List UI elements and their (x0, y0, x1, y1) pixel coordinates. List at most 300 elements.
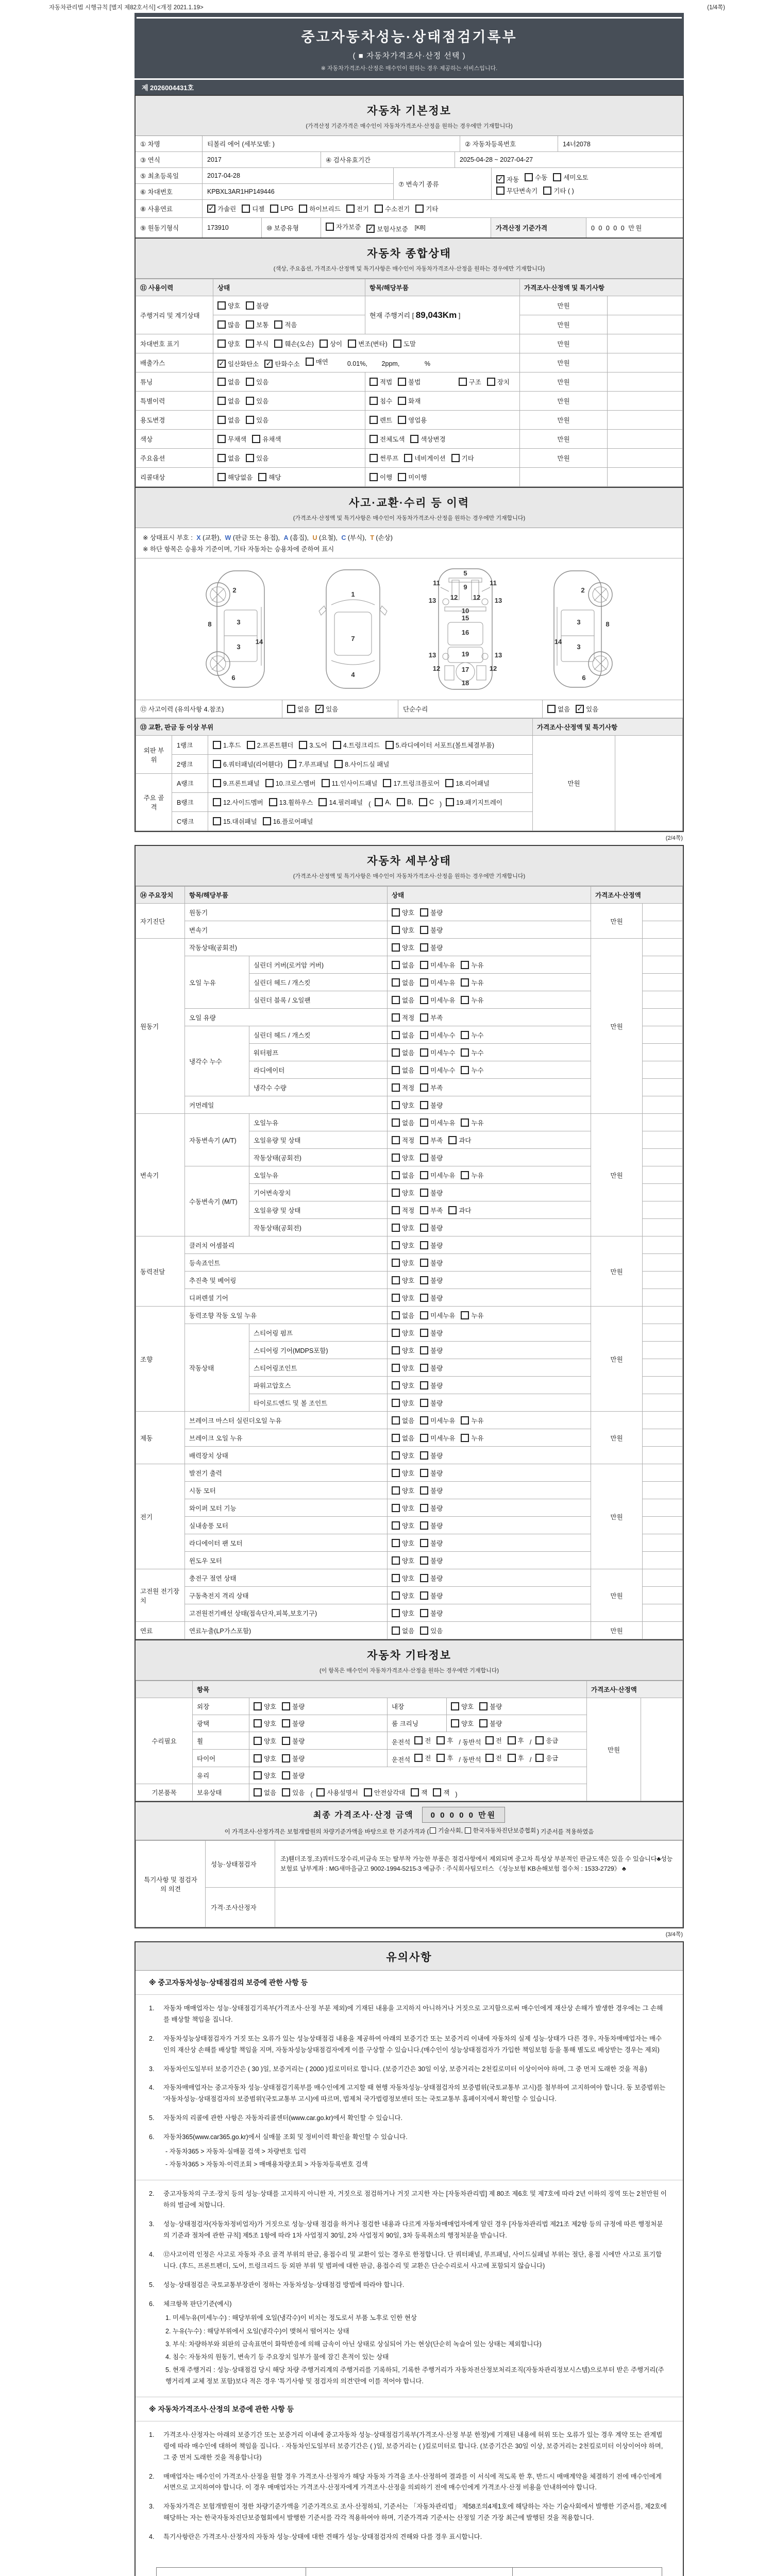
unchecked-checkbox-icon[interactable] (252, 435, 260, 443)
unchecked-checkbox-icon[interactable] (392, 1469, 400, 1477)
checkbox-양호[interactable] (392, 1486, 414, 1495)
checkbox-불량[interactable] (420, 1276, 443, 1285)
unchecked-checkbox-icon[interactable] (461, 1066, 469, 1074)
unchecked-checkbox-icon[interactable] (410, 435, 418, 443)
unchecked-checkbox-icon[interactable] (420, 1083, 428, 1092)
checkbox-미세누유[interactable] (420, 1433, 455, 1443)
checkbox-양호[interactable] (392, 1556, 414, 1565)
checkbox-있음[interactable] (246, 415, 268, 425)
unchecked-checkbox-icon[interactable] (333, 741, 341, 749)
unchecked-checkbox-icon[interactable] (420, 978, 428, 987)
checkbox-없음[interactable] (547, 704, 570, 714)
checkbox-유채색[interactable] (252, 434, 281, 444)
checkbox-미세누유[interactable] (420, 960, 455, 970)
checkbox-양호[interactable] (392, 1276, 414, 1285)
unchecked-checkbox-icon[interactable] (398, 397, 406, 405)
checkbox-상이[interactable] (320, 339, 342, 348)
unchecked-checkbox-icon[interactable] (393, 340, 401, 348)
unchecked-checkbox-icon[interactable] (282, 1754, 290, 1762)
checkbox-세미오토[interactable] (553, 173, 588, 182)
unchecked-checkbox-icon[interactable] (397, 798, 405, 806)
checkbox-적음[interactable] (274, 320, 297, 329)
checkbox-9.프론트패널[interactable] (213, 778, 260, 788)
unchecked-checkbox-icon[interactable] (392, 978, 400, 987)
unchecked-checkbox-icon[interactable] (392, 1118, 400, 1127)
unchecked-checkbox-icon[interactable] (254, 1754, 262, 1762)
unchecked-checkbox-icon[interactable] (392, 1346, 400, 1354)
checkbox-불량[interactable] (479, 1702, 502, 1711)
checkbox-색상변경[interactable] (410, 434, 445, 444)
unchecked-checkbox-icon[interactable] (369, 397, 378, 405)
unchecked-checkbox-icon[interactable] (392, 1154, 400, 1162)
unchecked-checkbox-icon[interactable] (420, 1241, 428, 1249)
checkbox-훼손(오손)[interactable] (274, 339, 314, 348)
checkbox-불량[interactable] (420, 1153, 443, 1162)
checkbox-구조[interactable] (459, 377, 481, 386)
unchecked-checkbox-icon[interactable] (479, 1702, 488, 1710)
unchecked-checkbox-icon[interactable] (461, 978, 469, 987)
checkbox-전[interactable] (414, 1736, 431, 1745)
checkbox-15.대쉬패널[interactable] (213, 817, 257, 826)
unchecked-checkbox-icon[interactable] (288, 760, 296, 768)
unchecked-checkbox-icon[interactable] (326, 223, 334, 231)
checkbox-화재[interactable] (398, 396, 421, 405)
unchecked-checkbox-icon[interactable] (398, 378, 406, 386)
checked-checkbox-icon[interactable] (207, 205, 215, 213)
unchecked-checkbox-icon[interactable] (392, 1083, 400, 1092)
checkbox-7.루프패널[interactable] (288, 759, 329, 769)
checkbox-3.도어[interactable] (299, 740, 327, 750)
unchecked-checkbox-icon[interactable] (420, 1609, 428, 1617)
unchecked-checkbox-icon[interactable] (246, 378, 254, 386)
checked-checkbox-icon[interactable] (576, 705, 584, 713)
checkbox-양호[interactable] (392, 1328, 414, 1337)
unchecked-checkbox-icon[interactable] (420, 1311, 428, 1319)
checkbox-6.쿼터패널(리어휀다)[interactable] (213, 759, 282, 769)
unchecked-checkbox-icon[interactable] (254, 1737, 262, 1745)
checkbox-없음[interactable] (392, 1171, 414, 1180)
unchecked-checkbox-icon[interactable] (385, 741, 394, 749)
checkbox-없음[interactable] (392, 995, 414, 1005)
unchecked-checkbox-icon[interactable] (247, 741, 255, 749)
unchecked-checkbox-icon[interactable] (420, 961, 428, 969)
checkbox-불량[interactable] (420, 1451, 443, 1460)
unchecked-checkbox-icon[interactable] (213, 798, 221, 806)
checkbox-미세누유[interactable] (420, 1311, 455, 1320)
unchecked-checkbox-icon[interactable] (320, 340, 328, 348)
checkbox-불량[interactable] (282, 1754, 305, 1763)
unchecked-checkbox-icon[interactable] (451, 454, 460, 462)
checkbox-썬루프[interactable] (369, 453, 398, 463)
unchecked-checkbox-icon[interactable] (461, 1416, 469, 1425)
unchecked-checkbox-icon[interactable] (392, 1241, 400, 1249)
checkbox-누수[interactable] (461, 1030, 483, 1040)
unchecked-checkbox-icon[interactable] (392, 1189, 400, 1197)
checkbox-불량[interactable] (420, 1591, 443, 1600)
checkbox-있음[interactable] (246, 453, 268, 463)
unchecked-checkbox-icon[interactable] (274, 340, 282, 348)
unchecked-checkbox-icon[interactable] (375, 798, 383, 806)
unchecked-checkbox-icon[interactable] (282, 1737, 290, 1745)
checkbox-있음[interactable] (282, 1788, 305, 1797)
checkbox-불량[interactable] (282, 1736, 305, 1745)
unchecked-checkbox-icon[interactable] (392, 926, 400, 934)
unchecked-checkbox-icon[interactable] (459, 378, 467, 386)
checkbox-누유[interactable] (461, 1171, 483, 1180)
checkbox-불량[interactable] (420, 925, 443, 935)
checkbox-4.트렁크리드[interactable] (333, 740, 380, 750)
checkbox-불량[interactable] (420, 1293, 443, 1302)
unchecked-checkbox-icon[interactable] (461, 1118, 469, 1127)
unchecked-checkbox-icon[interactable] (392, 908, 400, 917)
checkbox-불량[interactable] (420, 1521, 443, 1530)
unchecked-checkbox-icon[interactable] (246, 301, 254, 310)
unchecked-checkbox-icon[interactable] (420, 1189, 428, 1197)
checkbox-없음[interactable] (217, 377, 240, 386)
checkbox-전[interactable] (485, 1736, 502, 1745)
checkbox-누유[interactable] (461, 960, 483, 970)
unchecked-checkbox-icon[interactable] (254, 1771, 262, 1780)
unchecked-checkbox-icon[interactable] (282, 1702, 290, 1710)
unchecked-checkbox-icon[interactable] (420, 1626, 428, 1635)
unchecked-checkbox-icon[interactable] (392, 1294, 400, 1302)
checkbox-14.필러패널[interactable] (318, 798, 363, 807)
unchecked-checkbox-icon[interactable] (392, 1048, 400, 1057)
checkbox-자가보증[interactable] (326, 222, 361, 231)
checkbox-응급[interactable] (535, 1736, 558, 1745)
checkbox-누유[interactable] (461, 995, 483, 1005)
unchecked-checkbox-icon[interactable] (398, 473, 406, 481)
checkbox-전기[interactable] (346, 204, 369, 213)
unchecked-checkbox-icon[interactable] (508, 1736, 516, 1744)
unchecked-checkbox-icon[interactable] (461, 1171, 469, 1179)
checkbox-불량[interactable] (420, 1346, 443, 1355)
unchecked-checkbox-icon[interactable] (420, 1434, 428, 1442)
unchecked-checkbox-icon[interactable] (246, 416, 254, 424)
unchecked-checkbox-icon[interactable] (375, 205, 383, 213)
unchecked-checkbox-icon[interactable] (420, 1031, 428, 1039)
checkbox-양호[interactable] (254, 1754, 276, 1763)
unchecked-checkbox-icon[interactable] (420, 1556, 428, 1565)
unchecked-checkbox-icon[interactable] (448, 1136, 457, 1144)
checkbox-누유[interactable] (461, 1311, 483, 1320)
checkbox-한국자동차진단보증협회[interactable] (465, 1826, 536, 1835)
unchecked-checkbox-icon[interactable] (392, 1399, 400, 1407)
unchecked-checkbox-icon[interactable] (258, 473, 266, 481)
unchecked-checkbox-icon[interactable] (461, 1031, 469, 1039)
unchecked-checkbox-icon[interactable] (392, 1329, 400, 1337)
unchecked-checkbox-icon[interactable] (420, 1206, 428, 1214)
unchecked-checkbox-icon[interactable] (392, 1626, 400, 1635)
checkbox-후[interactable] (436, 1736, 453, 1745)
unchecked-checkbox-icon[interactable] (430, 1827, 436, 1834)
checkbox-누유[interactable] (461, 1433, 483, 1443)
checkbox-양호[interactable] (254, 1702, 276, 1711)
unchecked-checkbox-icon[interactable] (414, 1736, 423, 1744)
unchecked-checkbox-icon[interactable] (414, 1754, 423, 1762)
checkbox-B,[interactable] (397, 798, 413, 806)
checkbox-양호[interactable] (392, 1398, 414, 1408)
checkbox-18.리어패널[interactable] (445, 778, 490, 788)
checkbox-13.휠하우스[interactable] (269, 798, 313, 807)
checkbox-불량[interactable] (282, 1702, 305, 1711)
unchecked-checkbox-icon[interactable] (392, 1434, 400, 1442)
checkbox-2.프론트휀더[interactable] (247, 740, 294, 750)
checkbox-부족[interactable] (420, 1083, 443, 1092)
checkbox-양호[interactable] (392, 1223, 414, 1232)
unchecked-checkbox-icon[interactable] (420, 1469, 428, 1477)
unchecked-checkbox-icon[interactable] (420, 1521, 428, 1530)
unchecked-checkbox-icon[interactable] (369, 454, 378, 462)
unchecked-checkbox-icon[interactable] (282, 1788, 290, 1797)
unchecked-checkbox-icon[interactable] (419, 798, 427, 806)
unchecked-checkbox-icon[interactable] (465, 1827, 471, 1834)
checkbox-양호[interactable] (392, 1258, 414, 1267)
unchecked-checkbox-icon[interactable] (420, 1171, 428, 1179)
checkbox-있음[interactable] (576, 704, 598, 714)
unchecked-checkbox-icon[interactable] (392, 1381, 400, 1389)
unchecked-checkbox-icon[interactable] (299, 741, 307, 749)
unchecked-checkbox-icon[interactable] (318, 798, 327, 806)
unchecked-checkbox-icon[interactable] (265, 779, 274, 787)
checkbox-미세누수[interactable] (420, 1065, 455, 1075)
unchecked-checkbox-icon[interactable] (420, 943, 428, 952)
checkbox-디젤[interactable] (242, 204, 264, 213)
unchecked-checkbox-icon[interactable] (420, 1259, 428, 1267)
checkbox-11.인사이드패널[interactable] (322, 778, 378, 788)
checkbox-불법[interactable] (398, 377, 421, 386)
checkbox-해당[interactable] (258, 472, 281, 482)
unchecked-checkbox-icon[interactable] (369, 378, 378, 386)
unchecked-checkbox-icon[interactable] (420, 1101, 428, 1109)
unchecked-checkbox-icon[interactable] (246, 340, 254, 348)
checkbox-잭[interactable] (433, 1788, 449, 1797)
checkbox-양호[interactable] (451, 1719, 474, 1728)
unchecked-checkbox-icon[interactable] (282, 1719, 290, 1727)
unchecked-checkbox-icon[interactable] (436, 1736, 445, 1744)
unchecked-checkbox-icon[interactable] (525, 173, 533, 181)
unchecked-checkbox-icon[interactable] (543, 187, 551, 195)
checkbox-영업용[interactable] (398, 415, 427, 425)
checkbox-하이브리드[interactable] (299, 204, 340, 213)
checked-checkbox-icon[interactable] (366, 225, 375, 233)
checkbox-불량[interactable] (420, 908, 443, 917)
checkbox-전[interactable] (414, 1753, 431, 1762)
checkbox-전[interactable] (485, 1753, 502, 1762)
unchecked-checkbox-icon[interactable] (213, 779, 221, 787)
unchecked-checkbox-icon[interactable] (254, 1702, 262, 1710)
unchecked-checkbox-icon[interactable] (420, 1118, 428, 1127)
checkbox-미세누유[interactable] (420, 1416, 455, 1425)
checkbox-양호[interactable] (392, 1573, 414, 1583)
unchecked-checkbox-icon[interactable] (392, 996, 400, 1004)
unchecked-checkbox-icon[interactable] (461, 996, 469, 1004)
checkbox-기술사회,[interactable] (430, 1826, 463, 1835)
unchecked-checkbox-icon[interactable] (420, 1416, 428, 1425)
unchecked-checkbox-icon[interactable] (306, 358, 314, 366)
unchecked-checkbox-icon[interactable] (485, 1754, 494, 1762)
checkbox-미세누유[interactable] (420, 995, 455, 1005)
checkbox-적법[interactable] (369, 377, 392, 386)
unchecked-checkbox-icon[interactable] (213, 760, 221, 768)
checkbox-없음[interactable] (217, 453, 240, 463)
checkbox-양호[interactable] (392, 1363, 414, 1372)
unchecked-checkbox-icon[interactable] (420, 1013, 428, 1022)
checkbox-누유[interactable] (461, 1416, 483, 1425)
checkbox-가솔린[interactable] (207, 204, 236, 213)
checkbox-양호[interactable] (392, 1521, 414, 1530)
checkbox-네비게이션[interactable] (404, 453, 445, 463)
unchecked-checkbox-icon[interactable] (451, 1719, 459, 1727)
checkbox-응급[interactable] (535, 1753, 558, 1762)
unchecked-checkbox-icon[interactable] (364, 1788, 372, 1797)
checkbox-LPG[interactable] (270, 205, 293, 213)
unchecked-checkbox-icon[interactable] (420, 1329, 428, 1337)
checkbox-무단변속기[interactable] (496, 186, 537, 195)
unchecked-checkbox-icon[interactable] (392, 1591, 400, 1600)
unchecked-checkbox-icon[interactable] (369, 435, 378, 443)
unchecked-checkbox-icon[interactable] (420, 908, 428, 917)
unchecked-checkbox-icon[interactable] (451, 1702, 459, 1710)
checkbox-부족[interactable] (420, 1013, 443, 1022)
checkbox-없음[interactable] (392, 1311, 414, 1320)
unchecked-checkbox-icon[interactable] (420, 1154, 428, 1162)
checkbox-양호[interactable] (392, 1591, 414, 1600)
checkbox-불량[interactable] (420, 1503, 443, 1513)
unchecked-checkbox-icon[interactable] (334, 760, 343, 768)
checkbox-불량[interactable] (420, 1363, 443, 1372)
checkbox-양호[interactable] (392, 1451, 414, 1460)
checkbox-양호[interactable] (392, 1503, 414, 1513)
checkbox-후[interactable] (436, 1753, 453, 1762)
checkbox-1.후드[interactable] (213, 740, 241, 750)
unchecked-checkbox-icon[interactable] (392, 1136, 400, 1144)
checkbox-양호[interactable] (392, 1468, 414, 1478)
checkbox-있음[interactable] (246, 396, 268, 405)
checkbox-양호[interactable] (392, 943, 414, 952)
unchecked-checkbox-icon[interactable] (420, 1591, 428, 1600)
unchecked-checkbox-icon[interactable] (392, 1259, 400, 1267)
unchecked-checkbox-icon[interactable] (392, 1031, 400, 1039)
unchecked-checkbox-icon[interactable] (420, 1294, 428, 1302)
unchecked-checkbox-icon[interactable] (433, 1788, 441, 1797)
unchecked-checkbox-icon[interactable] (461, 1048, 469, 1057)
checkbox-기타[interactable] (415, 204, 438, 213)
checkbox-있음[interactable] (315, 704, 338, 714)
checkbox-미세누유[interactable] (420, 1171, 455, 1180)
checkbox-불량[interactable] (420, 1486, 443, 1495)
unchecked-checkbox-icon[interactable] (316, 1788, 325, 1797)
checkbox-없음[interactable] (392, 1118, 414, 1127)
unchecked-checkbox-icon[interactable] (213, 817, 221, 825)
unchecked-checkbox-icon[interactable] (420, 1276, 428, 1284)
checkbox-C[interactable] (419, 798, 434, 806)
checkbox-렌트[interactable] (369, 415, 392, 425)
checkbox-과다[interactable] (448, 1136, 471, 1145)
unchecked-checkbox-icon[interactable] (383, 779, 391, 787)
checkbox-침수[interactable] (369, 396, 392, 405)
unchecked-checkbox-icon[interactable] (392, 1574, 400, 1582)
unchecked-checkbox-icon[interactable] (392, 1066, 400, 1074)
unchecked-checkbox-icon[interactable] (461, 1434, 469, 1442)
checkbox-사용설명서[interactable] (316, 1788, 358, 1797)
checkbox-자동[interactable] (496, 175, 519, 184)
checkbox-적정[interactable] (392, 1083, 414, 1092)
checkbox-변조(변타)[interactable] (348, 339, 388, 348)
checkbox-보통[interactable] (246, 320, 268, 329)
checkbox-양호[interactable] (392, 1608, 414, 1618)
unchecked-checkbox-icon[interactable] (392, 1539, 400, 1547)
unchecked-checkbox-icon[interactable] (420, 1224, 428, 1232)
unchecked-checkbox-icon[interactable] (420, 1399, 428, 1407)
unchecked-checkbox-icon[interactable] (287, 705, 295, 713)
checkbox-없음[interactable] (392, 1048, 414, 1057)
checkbox-불량[interactable] (420, 1328, 443, 1337)
unchecked-checkbox-icon[interactable] (436, 1754, 445, 1762)
unchecked-checkbox-icon[interactable] (420, 1539, 428, 1547)
unchecked-checkbox-icon[interactable] (446, 798, 454, 806)
checkbox-불량[interactable] (479, 1719, 502, 1728)
checkbox-불량[interactable] (420, 1381, 443, 1390)
unchecked-checkbox-icon[interactable] (217, 340, 226, 348)
checked-checkbox-icon[interactable] (496, 175, 505, 183)
checkbox-보험사보증[interactable] (366, 224, 408, 233)
unchecked-checkbox-icon[interactable] (217, 301, 226, 310)
checkbox-양호[interactable] (217, 339, 240, 348)
checkbox-누유[interactable] (461, 978, 483, 987)
unchecked-checkbox-icon[interactable] (392, 1364, 400, 1372)
unchecked-checkbox-icon[interactable] (461, 961, 469, 969)
unchecked-checkbox-icon[interactable] (217, 320, 226, 329)
unchecked-checkbox-icon[interactable] (217, 454, 226, 462)
checkbox-장치[interactable] (487, 377, 510, 386)
checkbox-양호[interactable] (392, 1188, 414, 1197)
checkbox-없음[interactable] (287, 704, 310, 714)
checkbox-불량[interactable] (420, 1573, 443, 1583)
checkbox-양호[interactable] (217, 301, 240, 310)
unchecked-checkbox-icon[interactable] (535, 1736, 544, 1744)
checkbox-없음[interactable] (392, 978, 414, 987)
checkbox-17.트렁크플로어[interactable] (383, 778, 440, 788)
checkbox-해당없음[interactable] (217, 472, 253, 482)
unchecked-checkbox-icon[interactable] (213, 741, 221, 749)
unchecked-checkbox-icon[interactable] (420, 996, 428, 1004)
unchecked-checkbox-icon[interactable] (392, 1013, 400, 1022)
unchecked-checkbox-icon[interactable] (420, 1574, 428, 1582)
unchecked-checkbox-icon[interactable] (263, 817, 271, 825)
unchecked-checkbox-icon[interactable] (398, 416, 406, 424)
checkbox-양호[interactable] (392, 1293, 414, 1302)
checkbox-미이행[interactable] (398, 472, 427, 482)
checkbox-부식[interactable] (246, 339, 268, 348)
unchecked-checkbox-icon[interactable] (217, 397, 226, 405)
checkbox-12.사이드멤버[interactable] (213, 798, 263, 807)
unchecked-checkbox-icon[interactable] (217, 378, 226, 386)
checkbox-불량[interactable] (420, 1223, 443, 1232)
checkbox-양호[interactable] (392, 1346, 414, 1355)
unchecked-checkbox-icon[interactable] (392, 1416, 400, 1425)
checkbox-무채색[interactable] (217, 434, 246, 444)
checkbox-탄화수소[interactable] (264, 359, 299, 368)
checkbox-16.플로어패널[interactable] (263, 817, 313, 826)
unchecked-checkbox-icon[interactable] (420, 1451, 428, 1460)
checkbox-없음[interactable] (392, 1626, 414, 1635)
checkbox-일산화탄소[interactable] (217, 359, 259, 368)
checkbox-양호[interactable] (254, 1719, 276, 1728)
checkbox-10.크로스멤버[interactable] (265, 778, 316, 788)
unchecked-checkbox-icon[interactable] (420, 1486, 428, 1495)
unchecked-checkbox-icon[interactable] (322, 779, 330, 787)
